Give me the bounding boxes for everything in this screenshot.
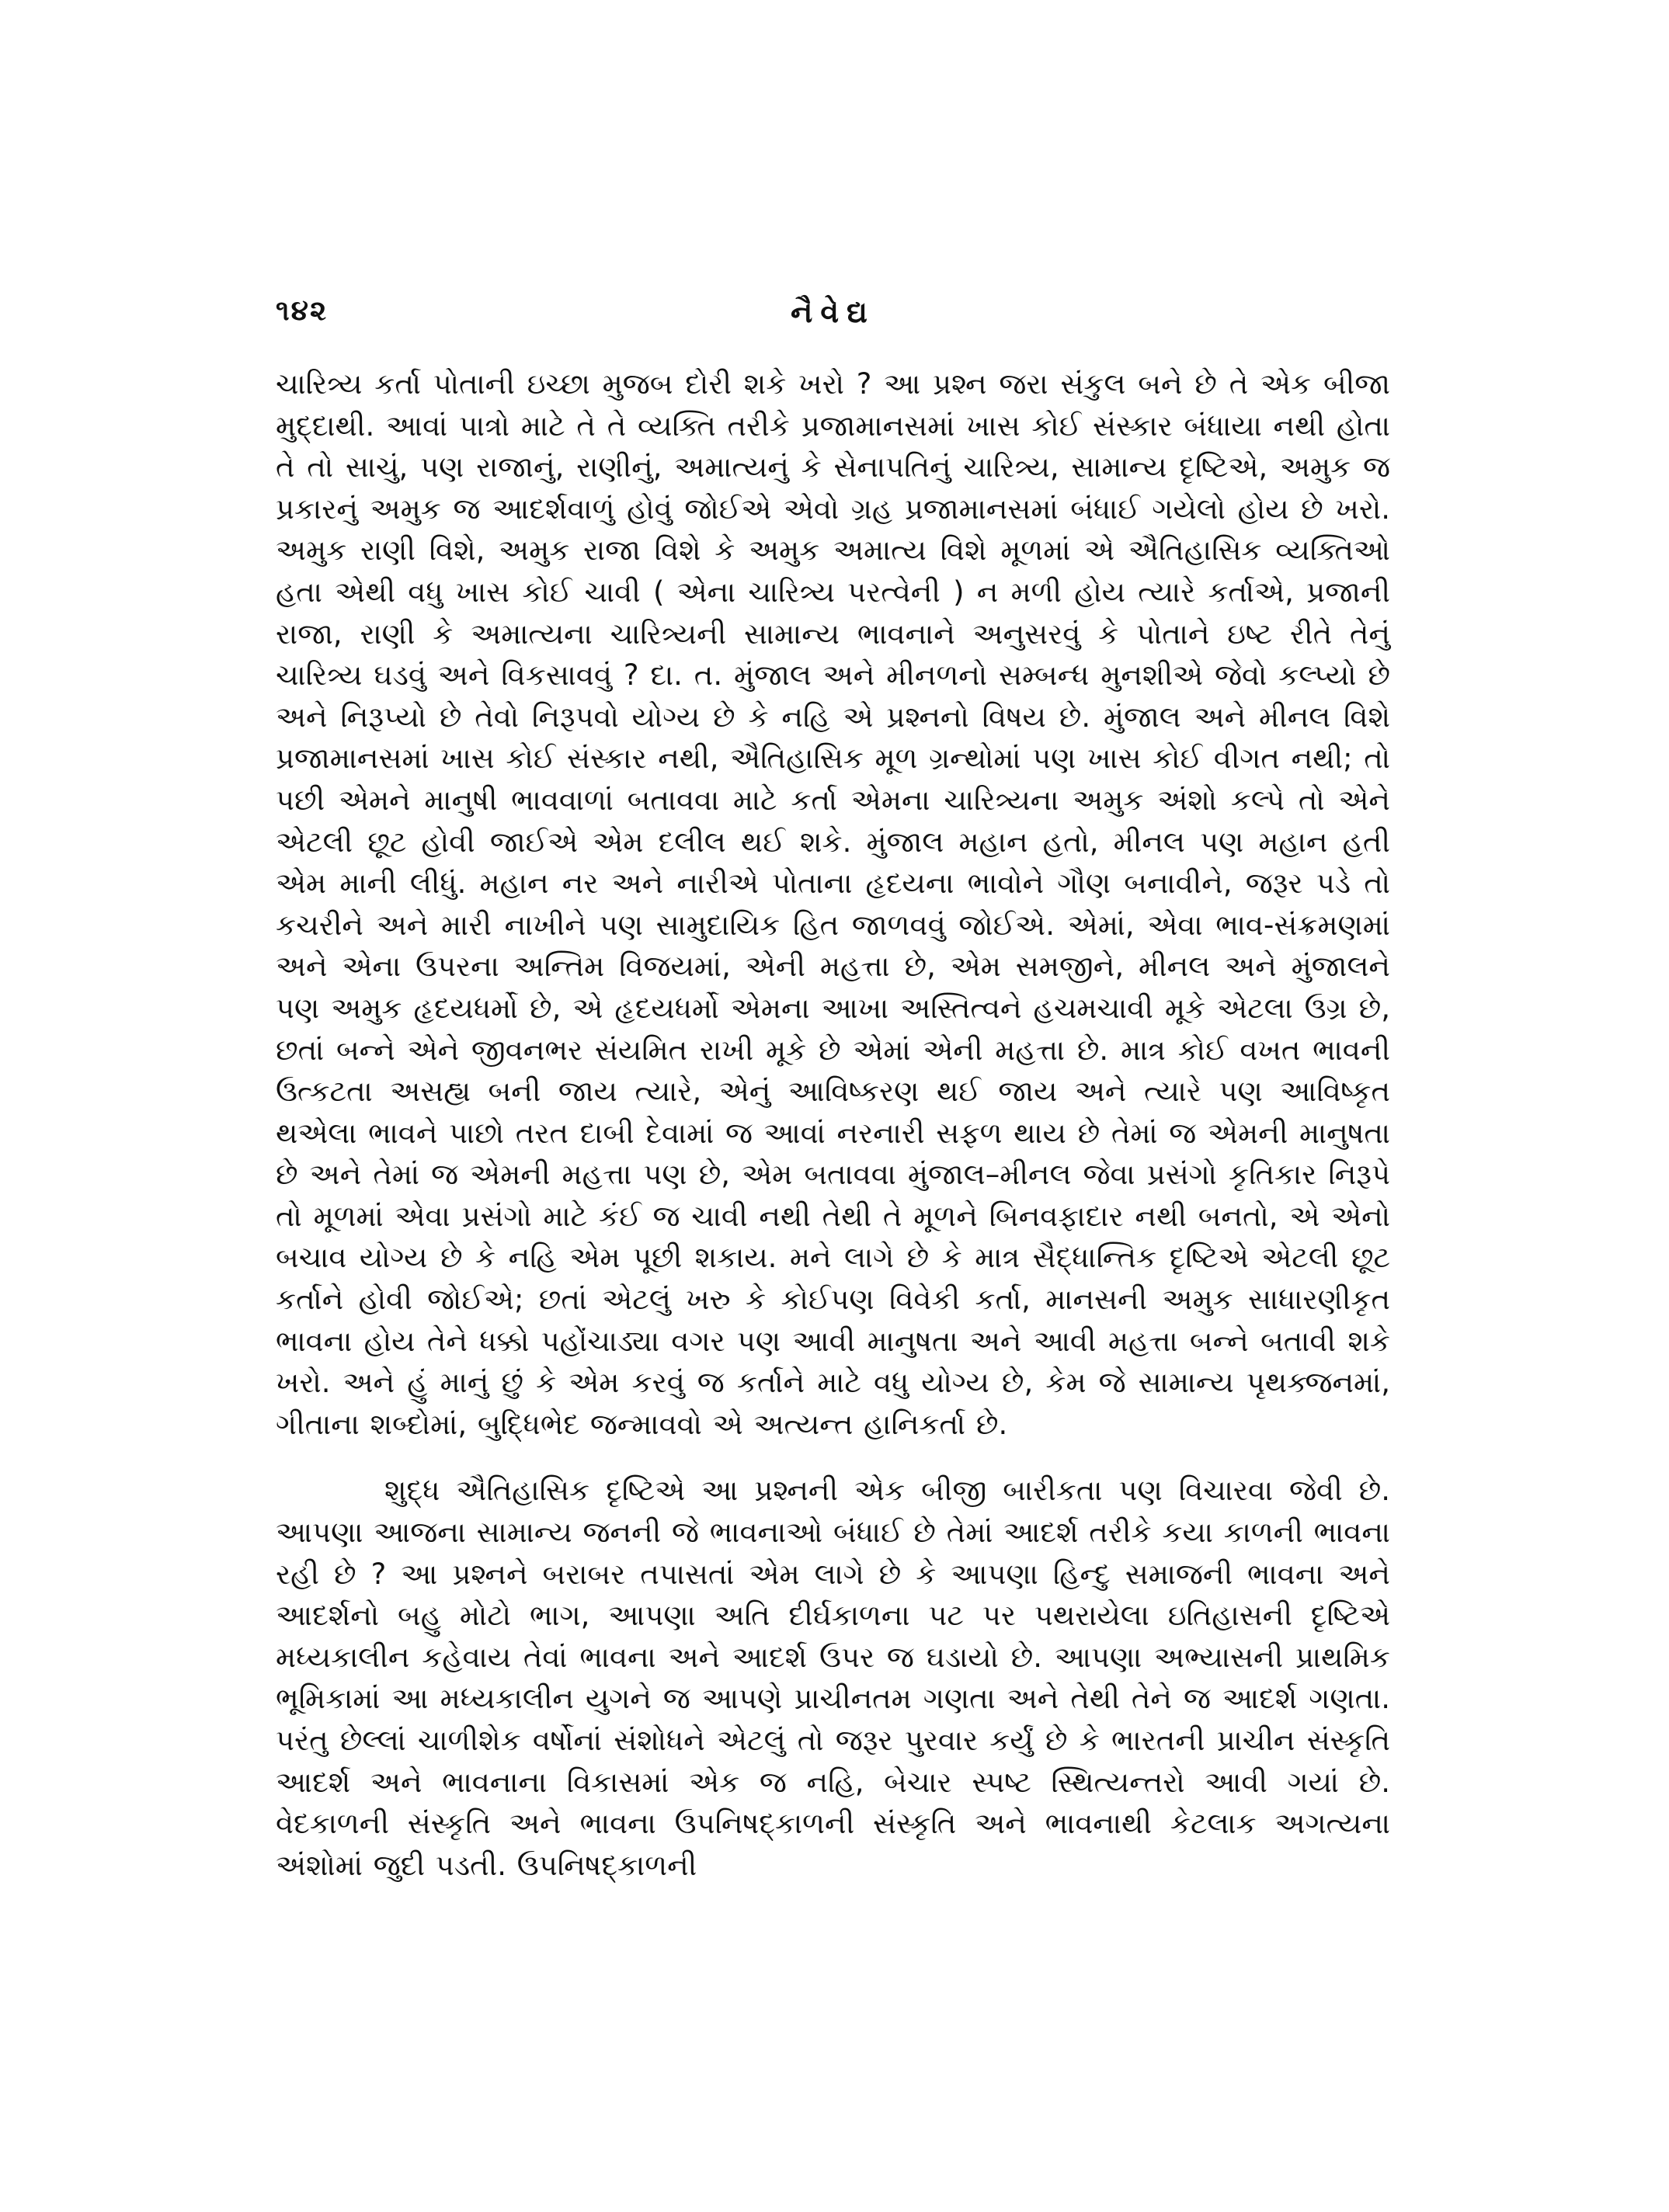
paragraph-1: ચારિત્ર્ય કર્તા પોતાની ઇચ્છા મુજબ દોરી શકે ખરો ? આ પ્રશ્ન જરા સંકુલ બને છે તે એક બીજા મુદ્દાથી. આવાં પાત્રો માટે તે તે વ્યક્તિ તરીકે પ્રજામાનસમાં ખાસ કોઈ સંસ્કાર બંધાયા નથી હોતા તે તો સાચું, પણ રાજાનું, રાણીનું, અમાત્યનું કે સેનાપતિનું ચારિત્ર્ય, સામાન્ય દૃષ્ટિએ, અમુક જ પ્રકારનું અમુક જ આદર્શવાળું હોવું જોઈએ એવો ગ્રહ પ્રજામાનસમાં બંધાઈ ગયેલો હોય છે ખરો. અમુક રાણી વિશે, અમુક રાજા વિશે કે અમુક અમાત્ય વિશે મૂળમાં એ ઐતિહાસિક વ્યક્તિઓ હતા એથી વધુ ખાસ કોઈ ચાવી ( એના ચારિત્ર્ય પરત્વેની ) ન મળી હોય ત્યારે કર્તાએ, પ્રજાની રાજા, રાણી કે અમાત્યના ચારિત્ર્યની સામાન્ય ભાવનાને અનુસરવું કે પોતાને ઇષ્ટ રીતે તેનું ચારિત્ર્ય ઘડવું અને વિકસાવવું ? દા. ત. મુંજાલ અને મીનળનો સમ્બન્ધ મુનશીએ જેવો કલ્પ્યો છે અને નિરૂપ્યો છે તેવો નિરૂપવો યોગ્ય છે કે નહિ એ પ્રશ્નનો વિષય છે. મુંજાલ અને મીનલ વિશે પ્રજામાનસમાં ખાસ કોઈ સંસ્કાર નથી, ઐતિહાસિક મૂળ ગ્રન્થોમાં પણ ખાસ કોઈ વીગત નથી; તો પછી એમને માનુષી ભાવવાળાં બતાવવા માટે કર્તા એમના ચારિત્ર્યના અમુક અંશો કલ્પે તો એને એટલી છૂટ હોવી જાઈએ એમ દલીલ થઈ શકે. મુંજાલ મહાન હતો, મીનલ પણ મહાન હતી એમ માની લીધું. મહાન નર અને નારીએ પોતાના હૃદયના ભાવોને ગૌણ બનાવીને, જરૂર પડે તો કચરીને અને મારી નાખીને પણ સામુદાયિક હિત જાળવવું જોઈએ. એમાં, એવા ભાવ-સંક્રમણમાં અને એના ઉપરના અન્તિમ વિજયમાં, એની મહત્તા છે, એમ સમજીને, મીનલ અને મુંજાલને પણ અમુક હૃદયધર્મો છે, એ હૃદયધર્મો એમના આખા અસ્તિત્વને હચમચાવી મૂકે એટલા ઉગ્ર છે, છતાં બન્ને એને જીવનભર સંયમિત રાખી મૂકે છે એમાં એની મહત્તા છે. માત્ર કોઈ વખત ભાવની ઉત્કટતા અસહ્ય બની જાય ત્યારે, એનું આવિષ્કરણ થઈ જાય અને ત્યારે પણ આવિષ્કૃત થએલા ભાવને પાછો તરત દાબી દેવામાં જ આવાં નરનારી સફળ થાય છે તેમાં જ એમની માનુષતા છે અને તેમાં જ એમની મહત્તા પણ છે, એમ બતાવવા મુંજાલ–મીનલ જેવા પ્રસંગો કૃતિકાર નિરૂપે તો મૂળમાં એવા પ્રસંગો માટે કંઈ જ ચાવી નથી તેથી તે મૂળને બિનવફાદાર નથી બનતો, એ એનો બચાવ યોગ્ય છે કે નહિ એમ પૂછી શકાય. મને લાગે છે કે માત્ર સૈદ્ધાન્તિક દૃષ્ટિએ એટલી છૂટ કર્તાને હોવી જોઈએ; છતાં એટલું ખરુ કે કોઈપણ વિવેકી કર્તા, માનસની અમુક સાધારણીકૃત ભાવના હોય તેને ધક્કો પહોંચાડ્યા વગર પણ આવી માનુષતા અને આવી મહત્તા બન્ને બતાવી શકે ખરો. અને હું માનું છું કે એમ કરવું જ કર્તાને માટે વધુ યોગ્ય છે, કેમ જે સામાન્ય પૃથક્જનમાં, ગીતાના શબ્દોમાં, બુદ્ધિભેદ જન્માવવો એ અત્યન્ત હાનિકર્તા છે. bbox=[276, 367, 1390, 1441]
page-header bbox=[276, 295, 1390, 342]
page-number: ૧૪૨ bbox=[276, 295, 329, 327]
paragraph-2: શુદ્ધ ઐતિહાસિક દૃષ્ટિએ આ પ્રશ્નની એક બીજી બારીકતા પણ વિચારવા જેવી છે. આપણા આજના સામાન્ય જનની જે ભાવનાઓ બંધાઈ છે તેમાં આદર્શ તરીકે કયા કાળની ભાવના રહી છે ? આ પ્રશ્નને બરાબર તપાસતાં એમ લાગે છે કે આપણા હિન્દુ સમાજની ભાવના અને આદર્શનો બહુ મોટો ભાગ, આપણા અતિ દીર્ઘકાળના પટ પર પથરાયેલા ઇતિહાસની દૃષ્ટિએ મધ્યકાલીન કહેવાય તેવાં ભાવના અને આદર્શ ઉપર જ ઘડાયો છે. આપણા અભ્યાસની પ્રાથમિક ભૂમિકામાં આ મધ્યકાલીન યુગને જ આપણે પ્રાચીનતમ ગણતા અને તેથી તેને જ આદર્શ ગણતા. પરંતુ છેલ્લાં ચાળીશેક વર્ષોનાં સંશોધને એટલું તો જરૂર પુરવાર કર્યું છે કે ભારતની પ્રાચીન સંસ્કૃતિ આદર્શ અને ભાવનાના વિકાસમાં એક જ નહિ, બેચાર સ્પષ્ટ સ્થિત્યન્તરો આવી ગયાં છે. વેદકાળની સંસ્કૃતિ અને ભાવના ઉપનિષદ્કાળની સંસ્કૃતિ અને ભાવનાથી કેટલાક અગત્યના અંશોમાં જુદી પડતી. ઉપનિષદ્કાળની bbox=[276, 1474, 1390, 1882]
body-text bbox=[276, 363, 1390, 1886]
running-title: નૈવેદ્ય bbox=[791, 295, 875, 329]
